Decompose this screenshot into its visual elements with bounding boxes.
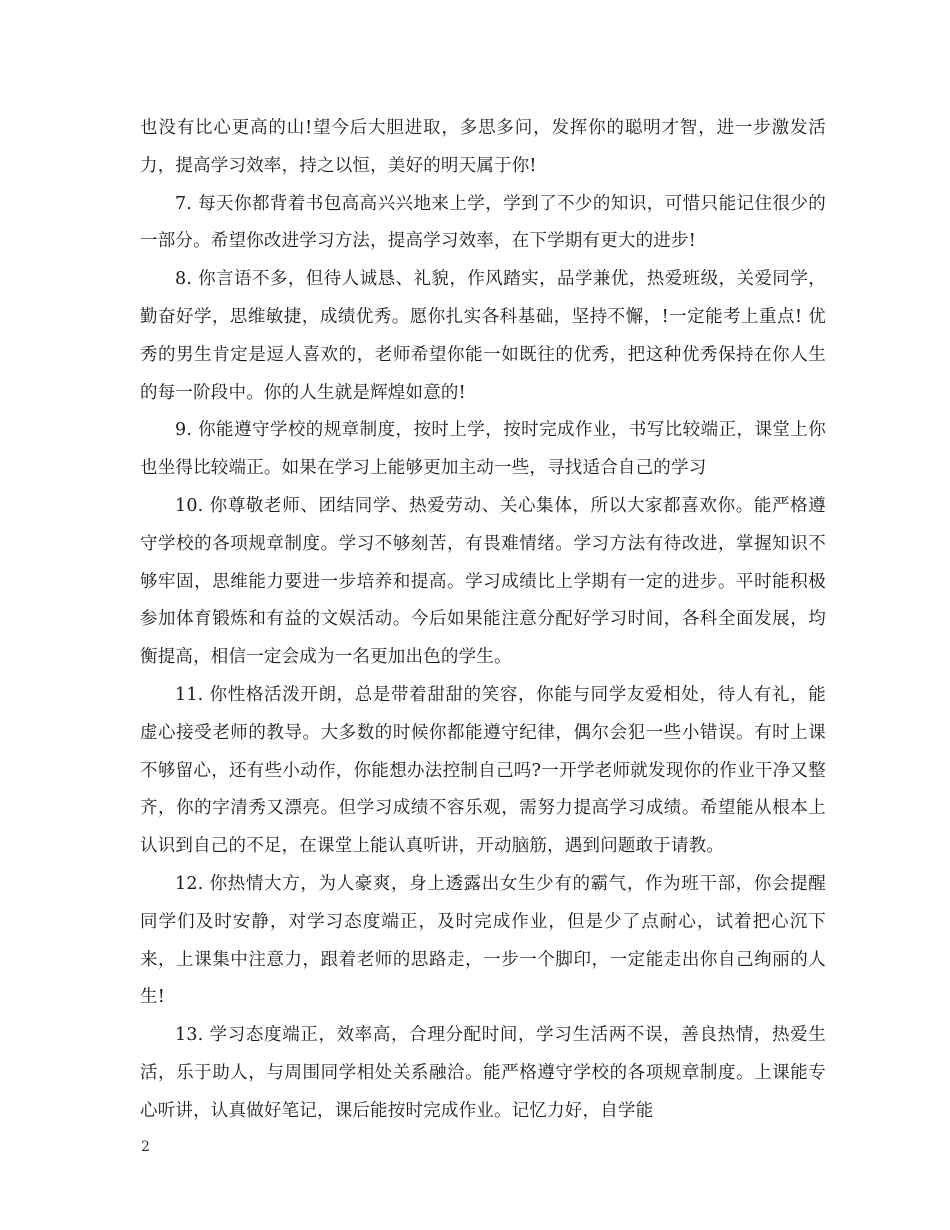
paragraph-comment-9: 9. 你能遵守学校的规章制度，按时上学，按时完成作业，书写比较端正，课堂上你也坐得比较端正。如果在学习上能够更加主动一些，寻找适合自己的学习 [140,420,826,479]
paragraph-comment-11: 11. 你性格活泼开朗，总是带着甜甜的笑容，你能与同学友爱相处，待人有礼，能虚心接受老师的教导。大多数的时候你都能遵守纪律，偶尔会犯一些小错误。有时上课不够留心，还有些小动作，你能想办法控制自己吗?一开学老师就发现你的作业干净又整齐，你的字清秀又漂亮。但学习成绩不容乐观，需努力提高学习成绩。希望能从根本上认识到自己的不足，在课堂上能认真听讲，开动脑筋，遇到问题敢于请教。 [140,684,826,857]
page-number: 2 [141,1139,150,1155]
paragraph-comment-10: 10. 你尊敬老师、团结同学、热爱劳动、关心集体，所以大家都喜欢你。能严格遵守学校的各项规章制度。学习不够刻苦，有畏难情绪。学习方法有待改进，掌握知识不够牢固，思维能力要进一步培养和提高。学习成绩比上学期有一定的进步。平时能积极参加体育锻炼和有益的文娱活动。今后如果能注意分配好学习时间，各科全面发展，均衡提高，相信一定会成为一名更加出色的学生。 [140,495,826,668]
paragraph-comment-7: 7. 每天你都背着书包高高兴兴地来上学，学到了不少的知识，可惜只能记住很少的一部分。希望你改进学习方法，提高学习效率，在下学期有更大的进步! [140,193,826,252]
paragraph-comment-8: 8. 你言语不多，但待人诚恳、礼貌，作风踏实，品学兼优，热爱班级，关爱同学，勤奋好学，思维敏捷，成绩优秀。愿你扎实各科基础，坚持不懈，!一定能考上重点! 优秀的男生肯定是逗人喜欢的，老师希望你能一如既往的优秀，把这种优秀保持在你人生的每一阶段中。你的人生就是辉煌如意的! [140,269,826,403]
paragraph-continuation: 也没有比心更高的山!望今后大胆进取，多思多问，发挥你的聪明才智，进一步激发活力，提高学习效率，持之以恒，美好的明天属于你! [140,118,826,176]
paragraph-comment-13: 13. 学习态度端正，效率高，合理分配时间，学习生活两不误，善良热情，热爱生活，乐于助人，与周围同学相处关系融洽。能严格遵守学校的各项规章制度。上课能专心听讲，认真做好笔记，课后能按时完成作业。记忆力好，自学能 [140,1025,826,1121]
document-body [140,110,826,1131]
paragraph-comment-12: 12. 你热情大方，为人豪爽，身上透露出女生少有的霸气，作为班干部，你会提醒同学们及时安静，对学习态度端正，及时完成作业，但是少了点耐心，试着把心沉下来，上课集中注意力，跟着老师的思路走，一步一个脚印，一定能走出你自己绚丽的人生! [140,873,826,1008]
